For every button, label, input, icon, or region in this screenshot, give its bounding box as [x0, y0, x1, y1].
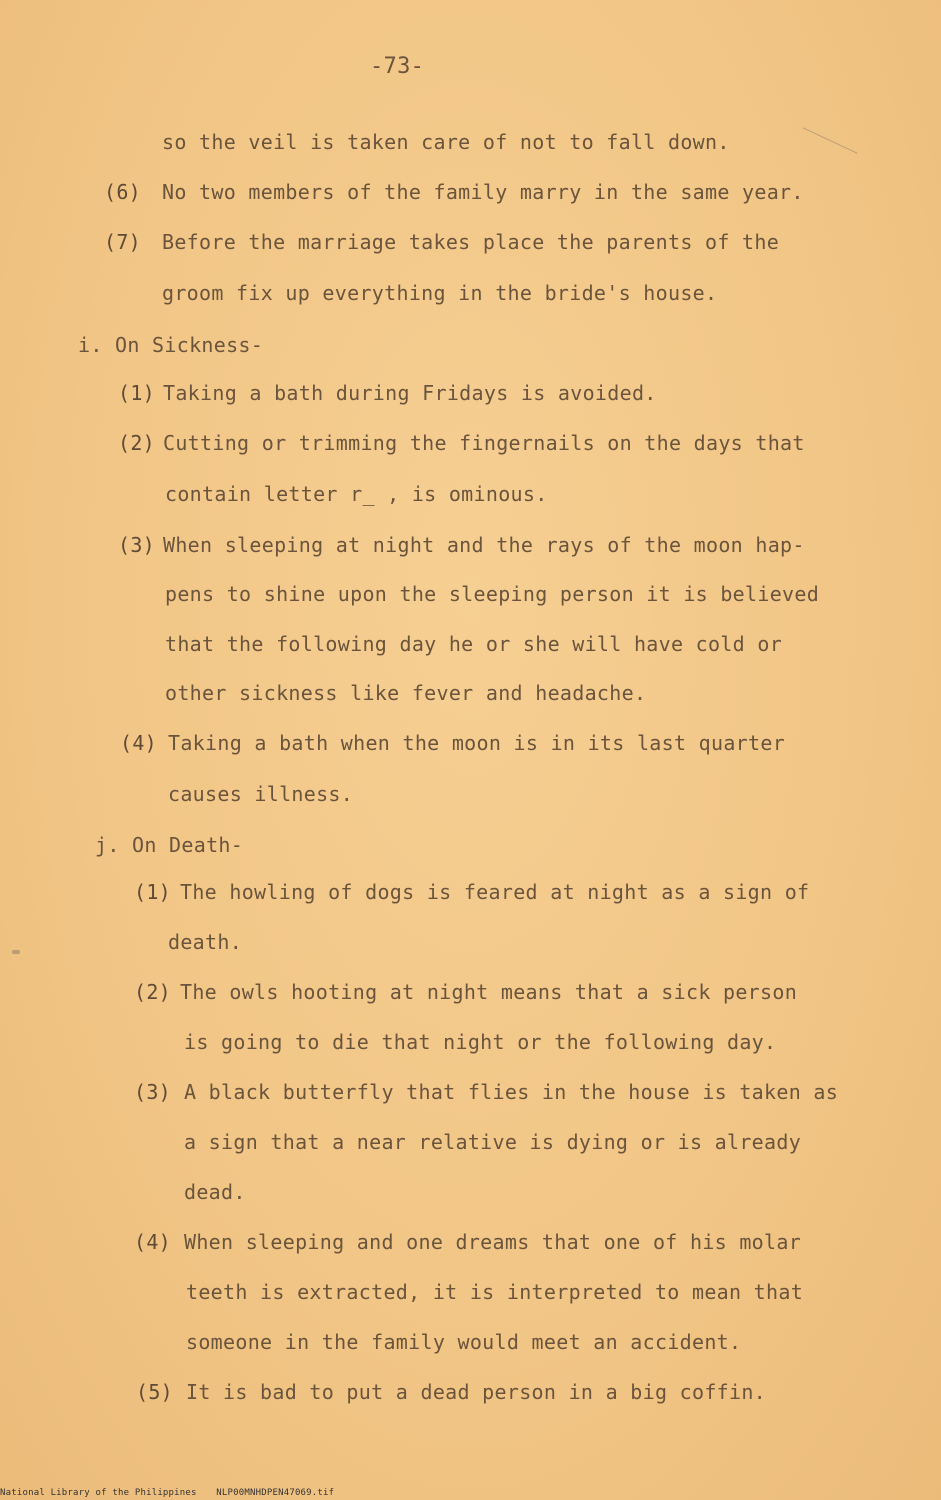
item-number: (3)	[118, 533, 156, 557]
item-number: (5)	[136, 1380, 174, 1404]
text-line: Cutting or trimming the fingernails on the days that	[163, 431, 805, 455]
text-line: The howling of dogs is feared at night as a sign of	[180, 880, 810, 904]
text-line: contain letter r_ , is ominous.	[165, 482, 548, 506]
item-number: (7)	[104, 230, 142, 254]
text-line: groom fix up everything in the bride's house.	[162, 281, 718, 305]
scan-footer	[0, 1488, 348, 1498]
text-line: a sign that a near relative is dying or is already	[184, 1130, 802, 1154]
text-line: The owls hooting at night means that a sick person	[180, 980, 798, 1004]
page-number: -73-	[370, 54, 425, 79]
section-heading-sickness: i. On Sickness-	[78, 333, 264, 357]
item-number: (1)	[118, 381, 156, 405]
text-line: dead.	[184, 1180, 246, 1204]
text-line: is going to die that night or the following day.	[184, 1030, 777, 1054]
text-line: causes illness.	[168, 782, 354, 806]
text-line: Taking a bath during Fridays is avoided.	[163, 381, 657, 405]
text-line: other sickness like fever and headache.	[165, 681, 647, 705]
paper-mark	[803, 127, 858, 153]
text-line: death.	[168, 930, 243, 954]
paper-mark	[12, 950, 20, 954]
text-line: someone in the family would meet an accident.	[186, 1330, 742, 1354]
library-credit: National Library of the Philippines	[0, 1488, 197, 1498]
text-line: pens to shine upon the sleeping person it is believed	[165, 582, 820, 606]
item-number: (2)	[134, 980, 172, 1004]
item-number: (1)	[134, 880, 172, 904]
item-number: (3)	[134, 1080, 172, 1104]
text-line: A black butterfly that flies in the house is taken as	[184, 1080, 839, 1104]
text-line: so the veil is taken care of not to fall down.	[162, 130, 730, 154]
item-number: (6)	[104, 180, 142, 204]
text-line: that the following day he or she will have cold or	[165, 632, 783, 656]
text-line: Taking a bath when the moon is in its last quarter	[168, 731, 786, 755]
item-number: (2)	[118, 431, 156, 455]
text-line: teeth is extracted, it is interpreted to mean that	[186, 1280, 804, 1304]
text-line: It is bad to put a dead person in a big coffin.	[186, 1380, 767, 1404]
text-line: Before the marriage takes place the parents of the	[162, 230, 780, 254]
text-line: When sleeping and one dreams that one of his molar	[184, 1230, 802, 1254]
scan-filename: NLP00MNHDPEN47069.tif	[216, 1488, 335, 1498]
text-line: When sleeping at night and the rays of the moon hap-	[163, 533, 805, 557]
section-heading-death: j. On Death-	[95, 833, 244, 857]
item-number: (4)	[134, 1230, 172, 1254]
item-number: (4)	[120, 731, 158, 755]
text-line: No two members of the family marry in the same year.	[162, 180, 804, 204]
